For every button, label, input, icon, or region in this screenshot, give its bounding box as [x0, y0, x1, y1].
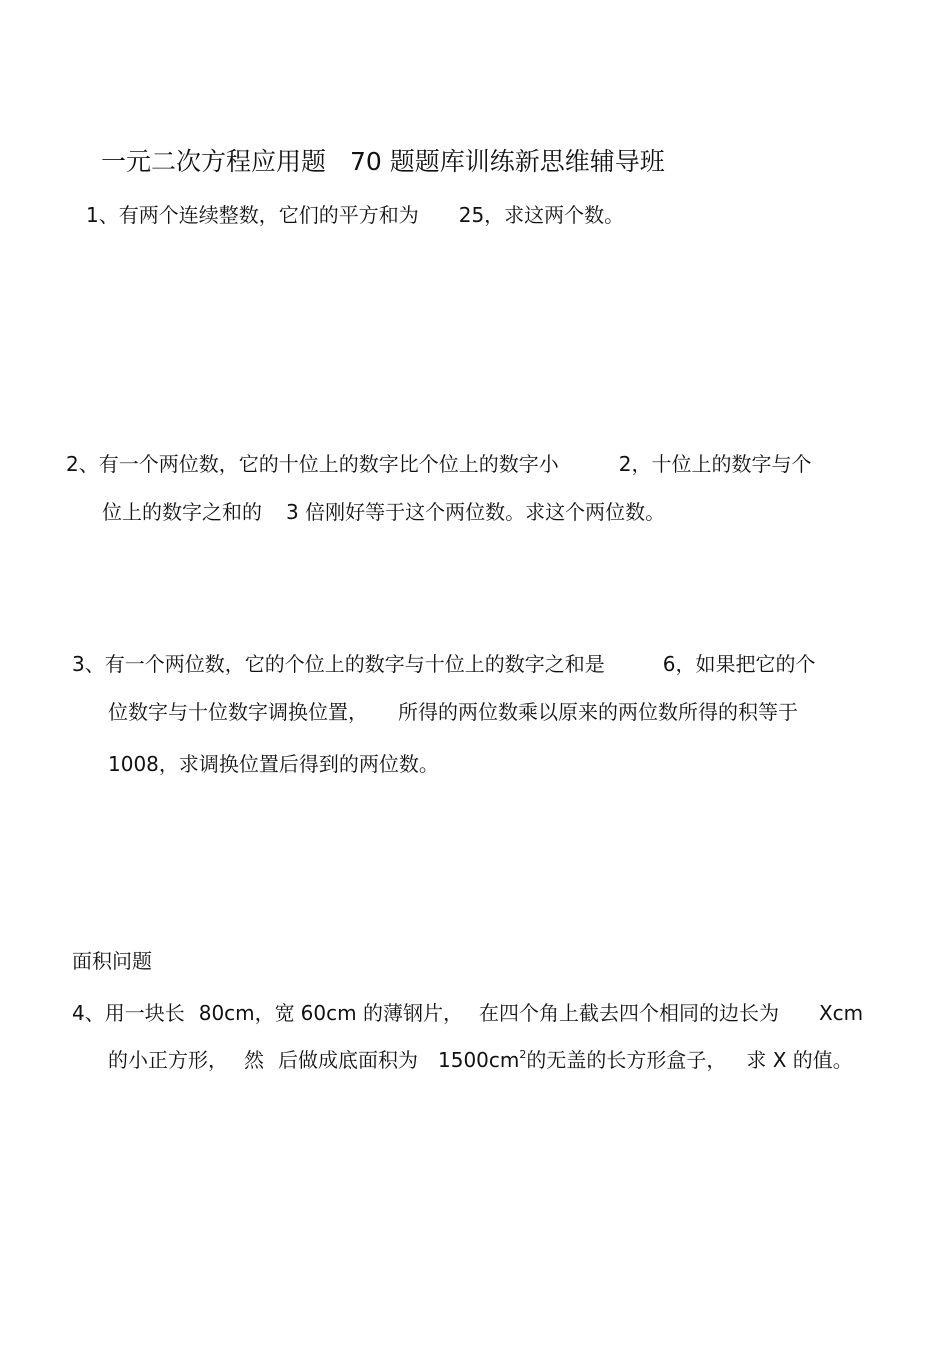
problem-3-line-1 — [72, 651, 815, 677]
problem-text: 2、有一个两位数，它的十位上的数字比个位上的数字小 — [66, 452, 559, 476]
problem-text: 所得的两位数乘以原来的两位数所得的积等于 — [398, 700, 798, 724]
problem-2-line-2 — [102, 499, 665, 525]
problem-text: 后做成底面积为 — [278, 1048, 418, 1072]
problem-text: 在四个角上截去四个相同的边长为 — [478, 1001, 779, 1025]
problem-text: 4、用一块长 — [72, 1001, 185, 1025]
problem-text: 然 — [244, 1048, 264, 1072]
problem-text: 1008，求调换位置后得到的两位数。 — [108, 752, 439, 776]
problem-3-line-3 — [108, 751, 439, 777]
page-title-sub: 70 题题库训练新思维辅导班 — [350, 147, 665, 176]
page-title-main: 一元二次方程应用题 — [101, 147, 327, 176]
superscript-2: 2 — [519, 1048, 527, 1061]
problem-4-line-2 — [108, 1047, 853, 1073]
problem-3-line-2 — [108, 699, 798, 725]
problem-text: Xcm — [818, 1001, 864, 1025]
problem-text: 的小正方形， — [108, 1048, 228, 1072]
page-title — [101, 146, 665, 178]
problem-1-line-1 — [86, 202, 624, 228]
problem-2-line-1 — [66, 451, 811, 477]
problem-text: 的无盖的长方形盒子， — [526, 1048, 727, 1072]
problem-text: 求 X 的值。 — [746, 1048, 853, 1072]
problem-text: 80cm，宽 — [198, 1001, 295, 1025]
problem-text: 3 倍刚好等于这个两位数。求这个两位数。 — [286, 500, 666, 524]
problem-text: 6，如果把它的个 — [662, 652, 816, 676]
area-value: 1500cm — [438, 1048, 520, 1072]
problem-4-line-1 — [72, 1000, 863, 1026]
problem-text: 3、有一个两位数，它的个位上的数字与十位上的数字之和是 — [72, 652, 605, 676]
problem-text: 2，十位上的数字与个 — [618, 452, 812, 476]
problem-text: 位数字与十位数字调换位置， — [108, 700, 368, 724]
problem-text: 25，求这两个数。 — [458, 203, 625, 227]
problem-text: 60cm 的薄钢片， — [300, 1001, 463, 1025]
problem-text: 1、有两个连续整数，它们的平方和为 — [86, 203, 419, 227]
section-heading: 面积问题 — [72, 949, 152, 973]
problem-text: 位上的数字之和的 — [102, 500, 262, 524]
